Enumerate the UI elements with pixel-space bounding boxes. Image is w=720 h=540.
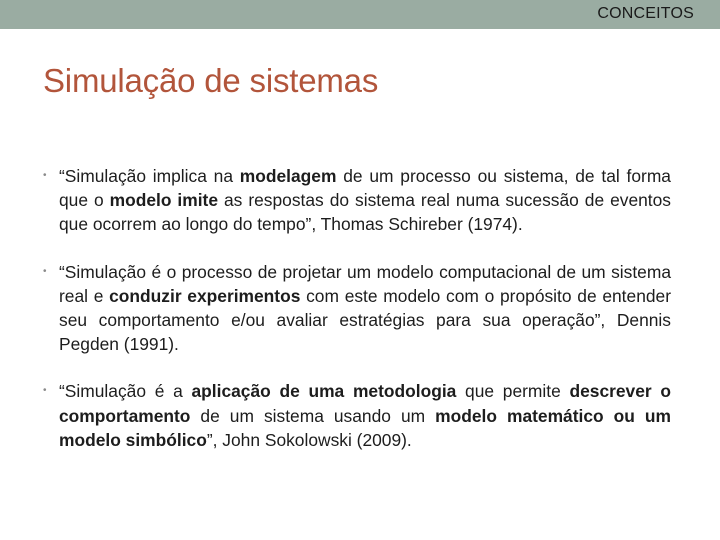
- bullet-list: [43, 164, 672, 475]
- header-bar: [0, 0, 720, 29]
- bullet-icon: •: [43, 385, 47, 397]
- bullet-item: • “Simulação é a aplicação de uma metodologia que permite descrever o comportamento de um sistema usando um modelo matemático ou um modelo simbólico”, John Sokolowski (2009).: [43, 381, 672, 450]
- bullet-icon: •: [43, 170, 47, 181]
- bullet-item: • “Simulação implica na modelagem de um processo ou sistema, de tal forma que o modelo imite as respostas do sistema real numa sucessão de eventos que ocorrem ao longo do tempo”, Thomas Schireber (1974).: [43, 166, 671, 235]
- slide-title: Simulação de sistemas: [43, 62, 379, 99]
- bullet-icon: •: [43, 265, 47, 277]
- bullet-item: • “Simulação é o processo de projetar um modelo computacional de um sistema real e conduzir experimentos com este modelo com o propósito de entender seu comportamento e/ou avaliar estratégias para sua operação”, Dennis Pegden (1991).: [43, 261, 671, 355]
- section-label: CONCEITOS: [597, 5, 694, 22]
